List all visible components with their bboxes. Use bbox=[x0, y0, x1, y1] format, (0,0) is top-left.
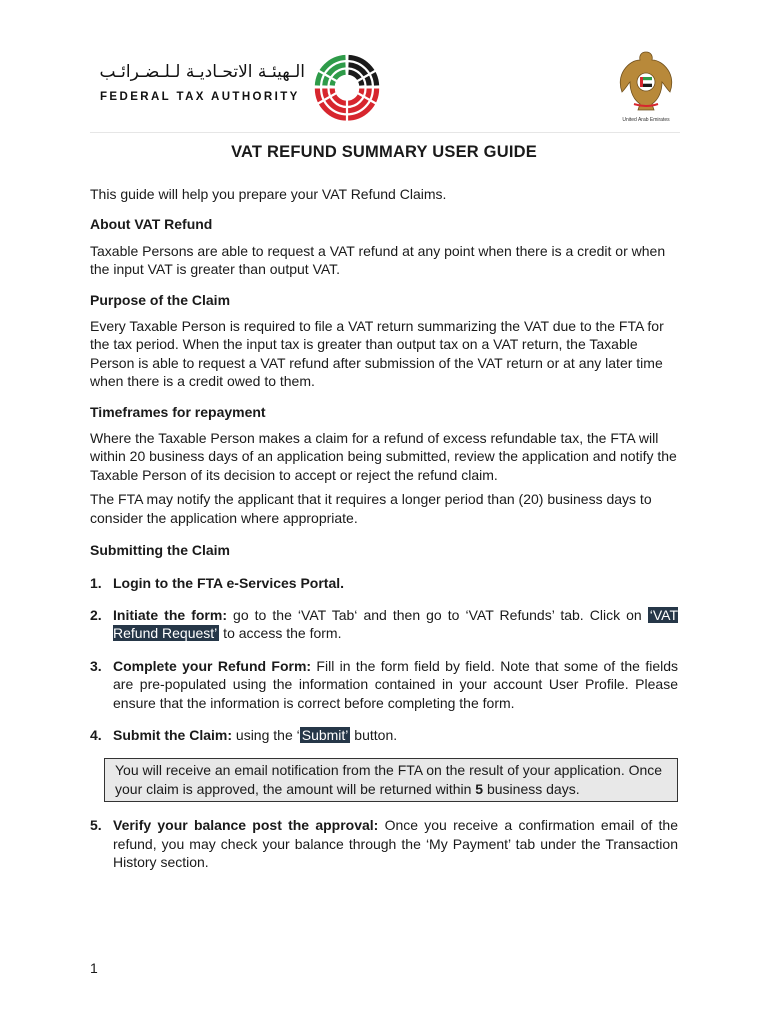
about-paragraph: Taxable Persons are able to request a VAT refund at any point when there is a credit or when the input VAT is greater than output VAT. bbox=[90, 242, 666, 278]
intro-paragraph: This guide will help you prepare your VAT Refund Claims. bbox=[90, 186, 447, 202]
step-text: using the ‘ bbox=[232, 726, 300, 743]
notice-text: You will receive an email notification from the FTA on the result of your application. Once your claim is approved, the amount will be returned within bbox=[115, 762, 663, 797]
step-text-end: button. bbox=[350, 726, 398, 743]
step-title: Verify your balance post the approval: bbox=[113, 817, 379, 834]
submitting-heading: Submitting the Claim bbox=[90, 542, 230, 559]
steps-list bbox=[90, 574, 678, 745]
notice-text-end: business days. bbox=[483, 780, 580, 797]
step-number: 3. bbox=[90, 657, 102, 674]
timeframes-paragraph-2: The FTA may notify the applicant that it requires a longer period than (20) business days to consider the application where appropriate. bbox=[90, 491, 652, 526]
document-header bbox=[90, 40, 680, 133]
vat-refund-request-highlight: ‘VAT Refund Request’ bbox=[113, 606, 679, 642]
step-number: 5. bbox=[90, 817, 102, 834]
purpose-heading: Purpose of the Claim bbox=[90, 291, 231, 308]
document-body bbox=[90, 185, 678, 885]
list-item bbox=[90, 574, 678, 592]
page-title: VAT REFUND SUMMARY USER GUIDE bbox=[231, 143, 537, 161]
step-title: Login to the FTA e-Services Portal. bbox=[113, 574, 345, 591]
timeframes-heading: Timeframes for repayment bbox=[90, 403, 266, 420]
uae-caption: United Arab Emirates bbox=[622, 117, 670, 123]
step-text: Once you receive a confirmation email of the refund, you may check your balance through the ‘My Payment’ tab under the Transaction History section. bbox=[113, 817, 678, 870]
notice-days: 5 bbox=[475, 780, 484, 797]
purpose-paragraph: Every Taxable Person is required to file a VAT return summarizing the VAT due to the FTA for the tax period. When the input tax is greater than output tax on a VAT return, the Taxable Person is able to request a VAT refund after submission of the VAT return or at any later time when there is a credit owed to them. bbox=[90, 318, 664, 390]
step-text: Fill in the form field by field. Note that some of the fields are pre-populated using the information contained in your account User Profile. Please ensure that the information is correct before completing the form. bbox=[113, 657, 678, 711]
submit-highlight: Submit’ bbox=[301, 726, 349, 743]
step-title: Complete your Refund Form: bbox=[113, 657, 312, 674]
list-item bbox=[90, 606, 678, 643]
page-number: 1 bbox=[90, 960, 98, 976]
step-text-end: to access the form. bbox=[219, 625, 342, 642]
about-heading: About VAT Refund bbox=[90, 216, 213, 233]
step-title: Initiate the form: bbox=[113, 606, 227, 623]
list-item bbox=[90, 726, 678, 744]
fta-arabic-name: الـهيئـة الاتحـاديـة لـلـضـرائـب bbox=[99, 62, 305, 82]
fta-english-name: FEDERAL TAX AUTHORITY bbox=[100, 91, 300, 103]
list-item bbox=[90, 657, 678, 712]
step-number: 4. bbox=[90, 726, 102, 743]
uae-emblem-icon bbox=[616, 48, 676, 114]
step-number: 2. bbox=[90, 606, 102, 623]
step-title: Submit the Claim: bbox=[113, 726, 233, 743]
notice-box bbox=[104, 758, 678, 802]
step-text: go to the ‘VAT Tab‘ and then go to ‘VAT Refunds’ tab. Click on bbox=[227, 606, 648, 623]
timeframes-paragraph-1: Where the Taxable Person makes a claim for a refund of excess refundable tax, the FTA will within 20 business days of an application being submitted, review the application and notify the Taxable Person of its decision to accept or reject the refund claim. bbox=[90, 430, 677, 483]
fta-logo-icon bbox=[310, 50, 384, 124]
steps-list-continued bbox=[90, 816, 678, 871]
list-item bbox=[90, 816, 678, 871]
step-number: 1. bbox=[90, 574, 102, 591]
